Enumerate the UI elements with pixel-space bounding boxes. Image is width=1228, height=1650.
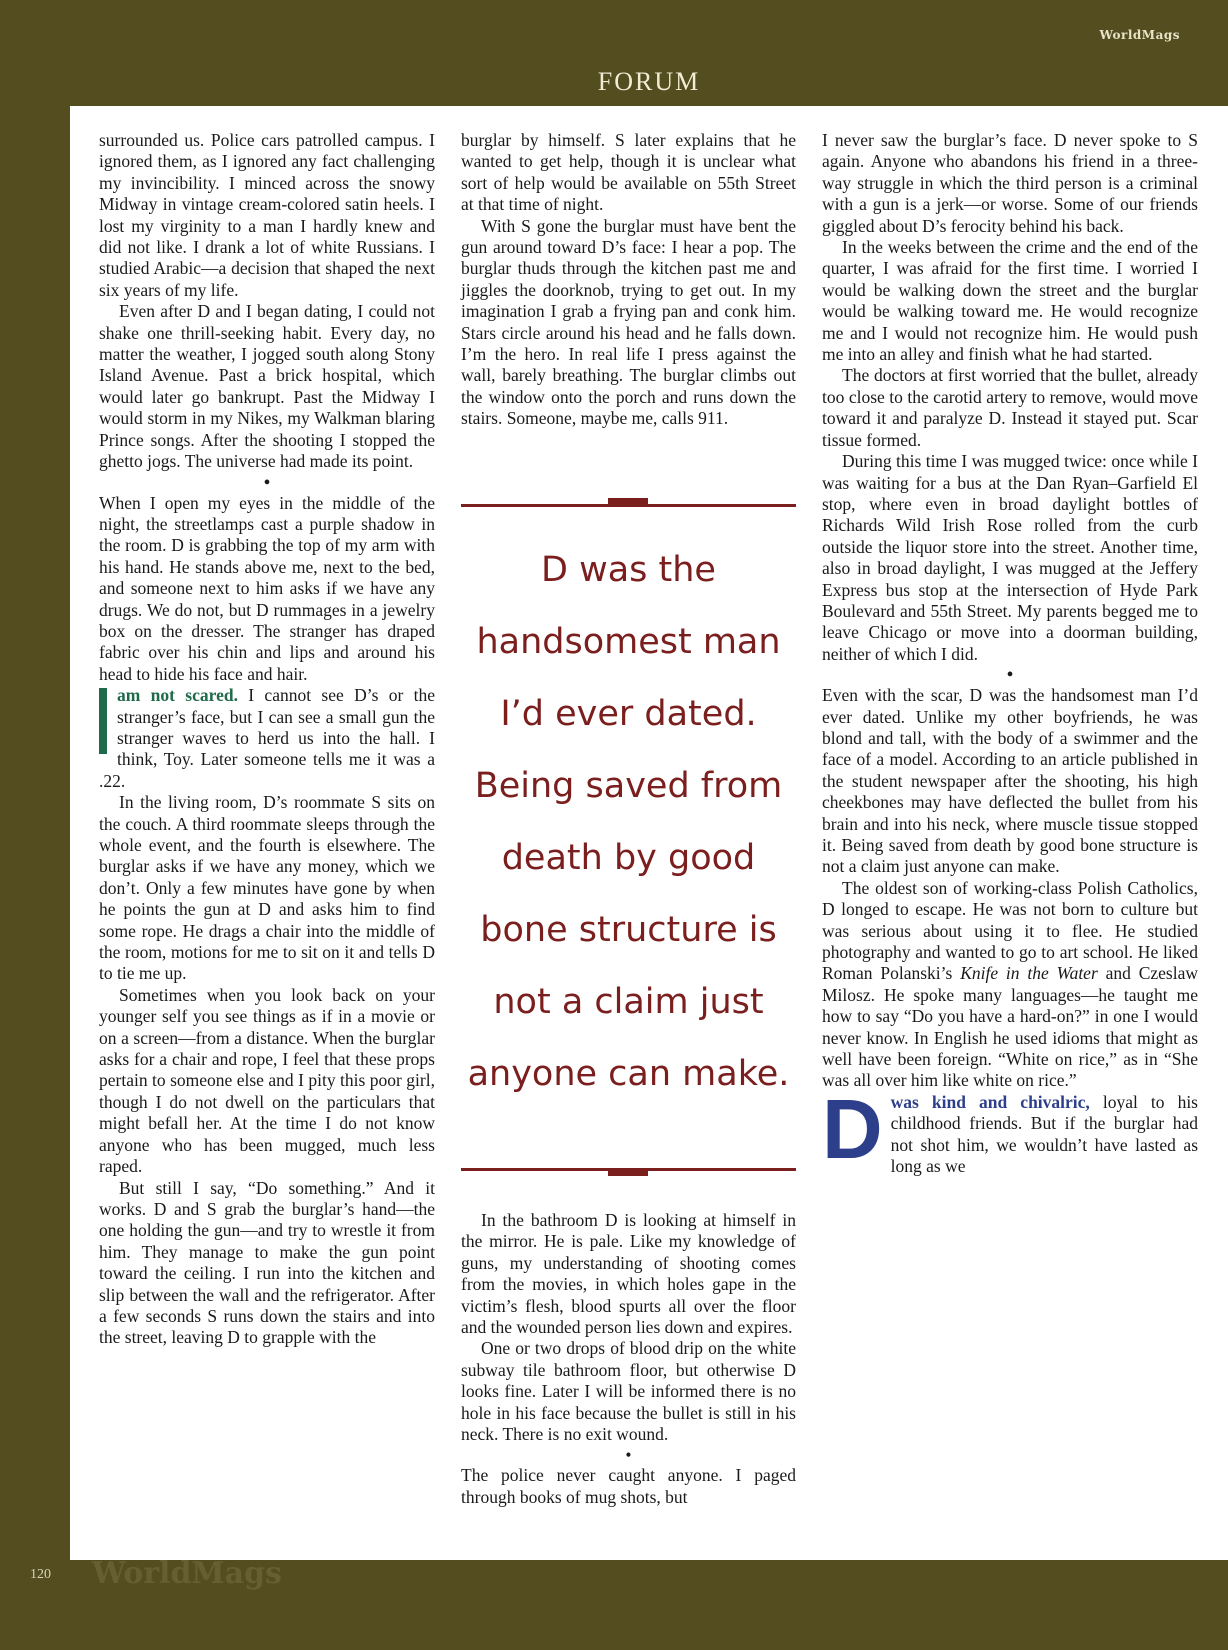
column-2-top [461, 130, 796, 430]
magazine-page [70, 56, 1228, 1560]
lead-in-text: was kind and chivalric, [890, 1091, 1090, 1112]
paragraph-text: The oldest son of working-class Polish Catholics, D longed to escape. He was not born to culture but was serious about using it to flee. He studied photography and wanted to go to art school. He liked Roman Polanski’s [822, 877, 1198, 984]
paragraph [822, 878, 1198, 1092]
paragraph: One or two drops of blood drip on the white subway tile bathroom floor, but otherwise D looks fine. Later I will be informed there is no hole in his face because the bullet is still in his neck. There is no exit wound. [461, 1338, 796, 1445]
pull-quote-text [461, 534, 796, 1110]
pull-quote [461, 498, 796, 1188]
paragraph: I never saw the burglar’s face. D never spoke to S again. Anyone who abandons his friend in a three-way struggle in which the third person is a criminal with a gun is a jerk—or worse. Some of our friends giggled about D’s ferocity behind his back. [822, 130, 1198, 236]
pull-quote-top-tab [608, 498, 648, 506]
paragraph: With S gone the burglar must have bent the gun around toward D’s face: I hear a pop. The burglar thuds through the kitchen past me and jiggles the doorknob, trying to get out. In my imagination I grab a frying pan and conk him. Stars circle around his head and he falls down. I’m the hero. In real life I press against the wall, barely breathing. The burglar climbs out the window onto the porch and runs down the stairs. Someone, maybe me, calls 911. [461, 215, 796, 429]
paragraph-text: loyal to his childhood friends. But if the burglar had not shot him, we wouldn’t have lasted as long as we [890, 1091, 1198, 1177]
pull-quote-line: Being saved from [474, 766, 783, 806]
paragraph: Sometimes when you look back on your younger self you see things as if in a movie or on a screen—from a distance. When the burglar asks for a chair and rope, I feel that these props pertain to someone else and I pity this poor girl, though I do not dwell on the particulars that might befall her. At the time I do not know anyone who has been mugged, much less raped. [99, 984, 435, 1177]
paragraph: In the weeks between the crime and the end of the quarter, I was afraid for the first time. I worried I would be walking down the street and the burglar would be walking toward me. He would recognize me and I would not recognize him. He would push me into an alley and finish what he had started. [822, 237, 1198, 365]
paragraph: In the living room, D’s roommate S sits on the couch. A third roommate sleeps through the whole event, and the fourth is elsewhere. The burglar asks if we have any money, which we don’t. Only a few minutes have gone by when he points the gun at D and asks him to find some rope. He drags a chair into the middle of the room, motions for me to sit on it and tells D to tie me up. [99, 792, 435, 984]
pull-quote-line: not a claim just [493, 982, 764, 1022]
paragraph-text: I cannot see D’s or the stranger’s face, but I can see a small gun the stranger waves to herd us into the hall. I think, Toy. Later someone tells me it was a .22. [99, 685, 435, 791]
dropcap-letter: D [822, 1081, 883, 1176]
pull-quote-line: death by good [501, 838, 756, 878]
section-title: FORUM [597, 67, 701, 96]
section-break-bullet: • [263, 471, 271, 494]
pull-quote-line: D was the [541, 550, 716, 590]
paragraph-dropcap [822, 1081, 1198, 1178]
column-1 [99, 130, 435, 1349]
section-break-bullet: • [625, 1445, 632, 1466]
column-3 [822, 130, 1198, 1178]
pull-quote-line: bone structure is [480, 910, 777, 950]
section-break-bullet: • [1006, 664, 1014, 687]
column-2-bottom [461, 1210, 796, 1508]
film-title: Knife in the Water [960, 963, 1098, 984]
paragraph: Even after D and I began dating, I could not shake one thrill-seeking habit. Every day, no matter the weather, I jogged south along Stony Island Avenue. Past a brick hospital, which would later go bankrupt. Past the Midway I would storm in my Nikes, my Walkman blaring Prince songs. After the shooting I stopped the ghetto jogs. The universe had made its point. [99, 301, 435, 472]
dropcap-i-bar [99, 688, 107, 754]
paragraph: Even with the scar, D was the handsomest man I’d ever dated. Unlike my other boyfriends, he was blond and tall, with the body of a swimmer and the face of a model. According to an article published in the student newspaper after the shooting, his high cheekbones may have deflected the bullet from his brain and into his neck, where muscle tissue stopped it. Being saved from death by good bone structure is not a claim just anyone can make. [822, 685, 1198, 877]
paragraph: In the bathroom D is looking at himself in the mirror. He is pale. Like my knowledge of guns, my understanding of shooting comes from the movies, in which holes gape in the victim’s flesh, blood spurts all over the floor and the wounded person lies down and expires. [461, 1210, 796, 1338]
paragraph-text: and Czeslaw Milosz. He spoke many languages—he taught me how to say “Do you have a hard-on?” in one I would never know. In English he used idioms that might as well have been foreign. “White on rice,” as in “She was all over him like white on rice.” [822, 963, 1198, 1091]
paragraph: But still I say, “Do something.” And it works. D and S grab the burglar’s hand—the one holding the gun—and try to wrestle it from him. They manage to make the gun point toward the ceiling. I run into the kitchen and slip between the wall and the refrigerator. After a few seconds S runs down the stairs and into the street, leaving D to grapple with the [99, 1177, 435, 1348]
pull-quote-bottom-tab [608, 1168, 648, 1176]
paragraph: The police never caught anyone. I paged through books of mug shots, but [461, 1465, 796, 1507]
pull-quote-line: anyone can make. [467, 1054, 790, 1094]
paragraph: The doctors at first worried that the bullet, already too close to the carotid artery to remove, would move toward it and paralyze D. Instead it stayed put. Scar tissue formed. [822, 365, 1198, 450]
paragraph-dropcap [99, 685, 435, 792]
pull-quote-line: handsomest man [476, 622, 781, 662]
paragraph: During this time I was mugged twice: once while I was waiting for a bus at the Dan Ryan–Garfield El stop, where even in broad daylight bottles of Richards Wild Irish Rose rolled from the curb outside the liquor store into the street. Another time, also in broad daylight, I was mugged at the Jeffery Express bus stop at the intersection of Hyde Park Boulevard and 55th Street. My parents begged me to leave Chicago or move into a doorman building, neither of which I did. [822, 451, 1198, 664]
page-number: 120 [30, 1567, 51, 1582]
pull-quote-line: I’d ever dated. [500, 694, 757, 734]
paragraph: When I open my eyes in the middle of the night, the streetlamps cast a purple shadow in the room. D is grabbing the top of my arm with his hand. He stands above me, next to the bed, and someone next to him asks if we have any drugs. We do not, but D rummages in a jewelry box on the dresser. The stranger has draped fabric over his chin and lips and around his head to hide his face and hair. [99, 492, 435, 684]
brand-watermark-top: WorldMags [1099, 28, 1180, 42]
section-header [70, 56, 1228, 106]
brand-watermark-bottom: WorldMags [92, 1556, 282, 1591]
paragraph: burglar by himself. S later explains that he wanted to get help, though it is unclear what sort of help would be available on 55th Street at that time of night. [461, 130, 796, 215]
paragraph: surrounded us. Police cars patrolled campus. I ignored them, as I ignored any fact challenging my invincibility. I minced across the snowy Midway in vintage cream-colored satin heels. I lost my virginity to a man I hardly knew and did not like. I drank a lot of white Russians. I studied Arabic—a decision that shaped the next six years of my life. [99, 130, 435, 300]
lead-in-text: am not scared. [117, 685, 238, 706]
